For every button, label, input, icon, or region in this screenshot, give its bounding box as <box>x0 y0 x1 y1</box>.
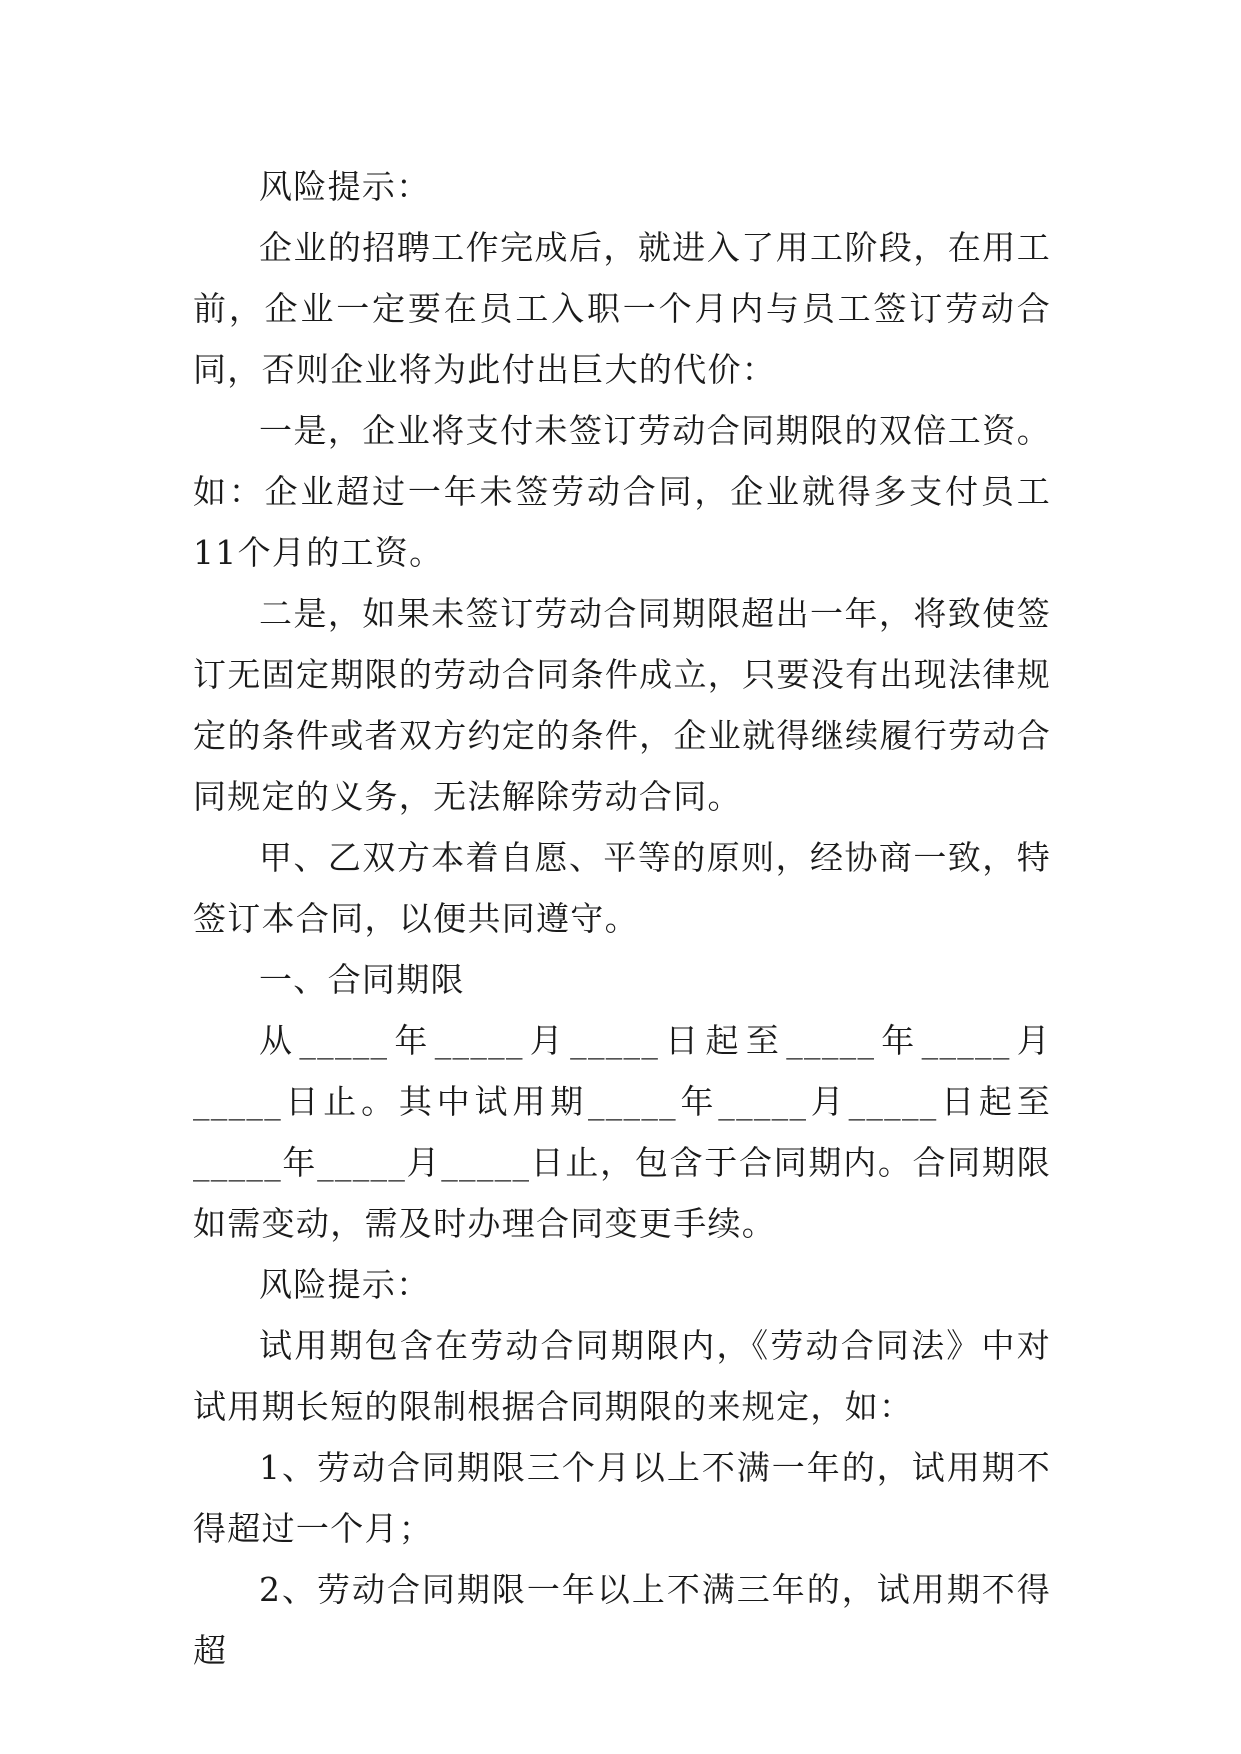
risk-notice-heading-2: 风险提示： <box>259 1265 431 1304</box>
section-heading-contract-term: 一、合同期限 <box>259 960 465 999</box>
paragraph-contract-signing: 企业的招聘工作完成后，就进入了用工阶段，在用工前，企业一定要在员工入职一个月内与员工签订劳动合同，否则企业将为此付出巨大的代价： <box>193 228 1051 389</box>
list-item-probation-1: 1、劳动合同期限三个月以上不满一年的，试用期不得超过一个月； <box>193 1448 1051 1548</box>
paragraph-principles: 甲、乙双方本着自愿、平等的原则，经协商一致，特签订本合同，以便共同遵守。 <box>193 838 1051 938</box>
list-item-probation-2: 2、劳动合同期限一年以上不满三年的，试用期不得超 <box>193 1570 1051 1670</box>
risk-notice-heading: 风险提示： <box>259 167 431 206</box>
paragraph-probation-rules: 试用期包含在劳动合同期限内，《劳动合同法》中对试用期长短的限制根据合同期限的来规定，如： <box>193 1326 1051 1426</box>
paragraph-double-wages: 一是，企业将支付未签订劳动合同期限的双倍工资。如：企业超过一年未签劳动合同，企业就得多支付员工11个月的工资。 <box>193 411 1051 572</box>
paragraph-open-ended-contract: 二是，如果未签订劳动合同期限超出一年，将致使签订无固定期限的劳动合同条件成立，只要没有出现法律规定的条件或者双方约定的条件，企业就得继续履行劳动合同规定的义务，无法解除劳动合同。 <box>193 594 1051 816</box>
paragraph-contract-term-blanks: 从_____年_____月_____日起至_____年_____月_____日止。其中试用期_____年_____月_____日起至_____年_____月_____日止，包含于合同期内。合同期限如需变动，需及时办理合同变更手续。 <box>193 1021 1051 1243</box>
document-body <box>193 156 1051 1681</box>
